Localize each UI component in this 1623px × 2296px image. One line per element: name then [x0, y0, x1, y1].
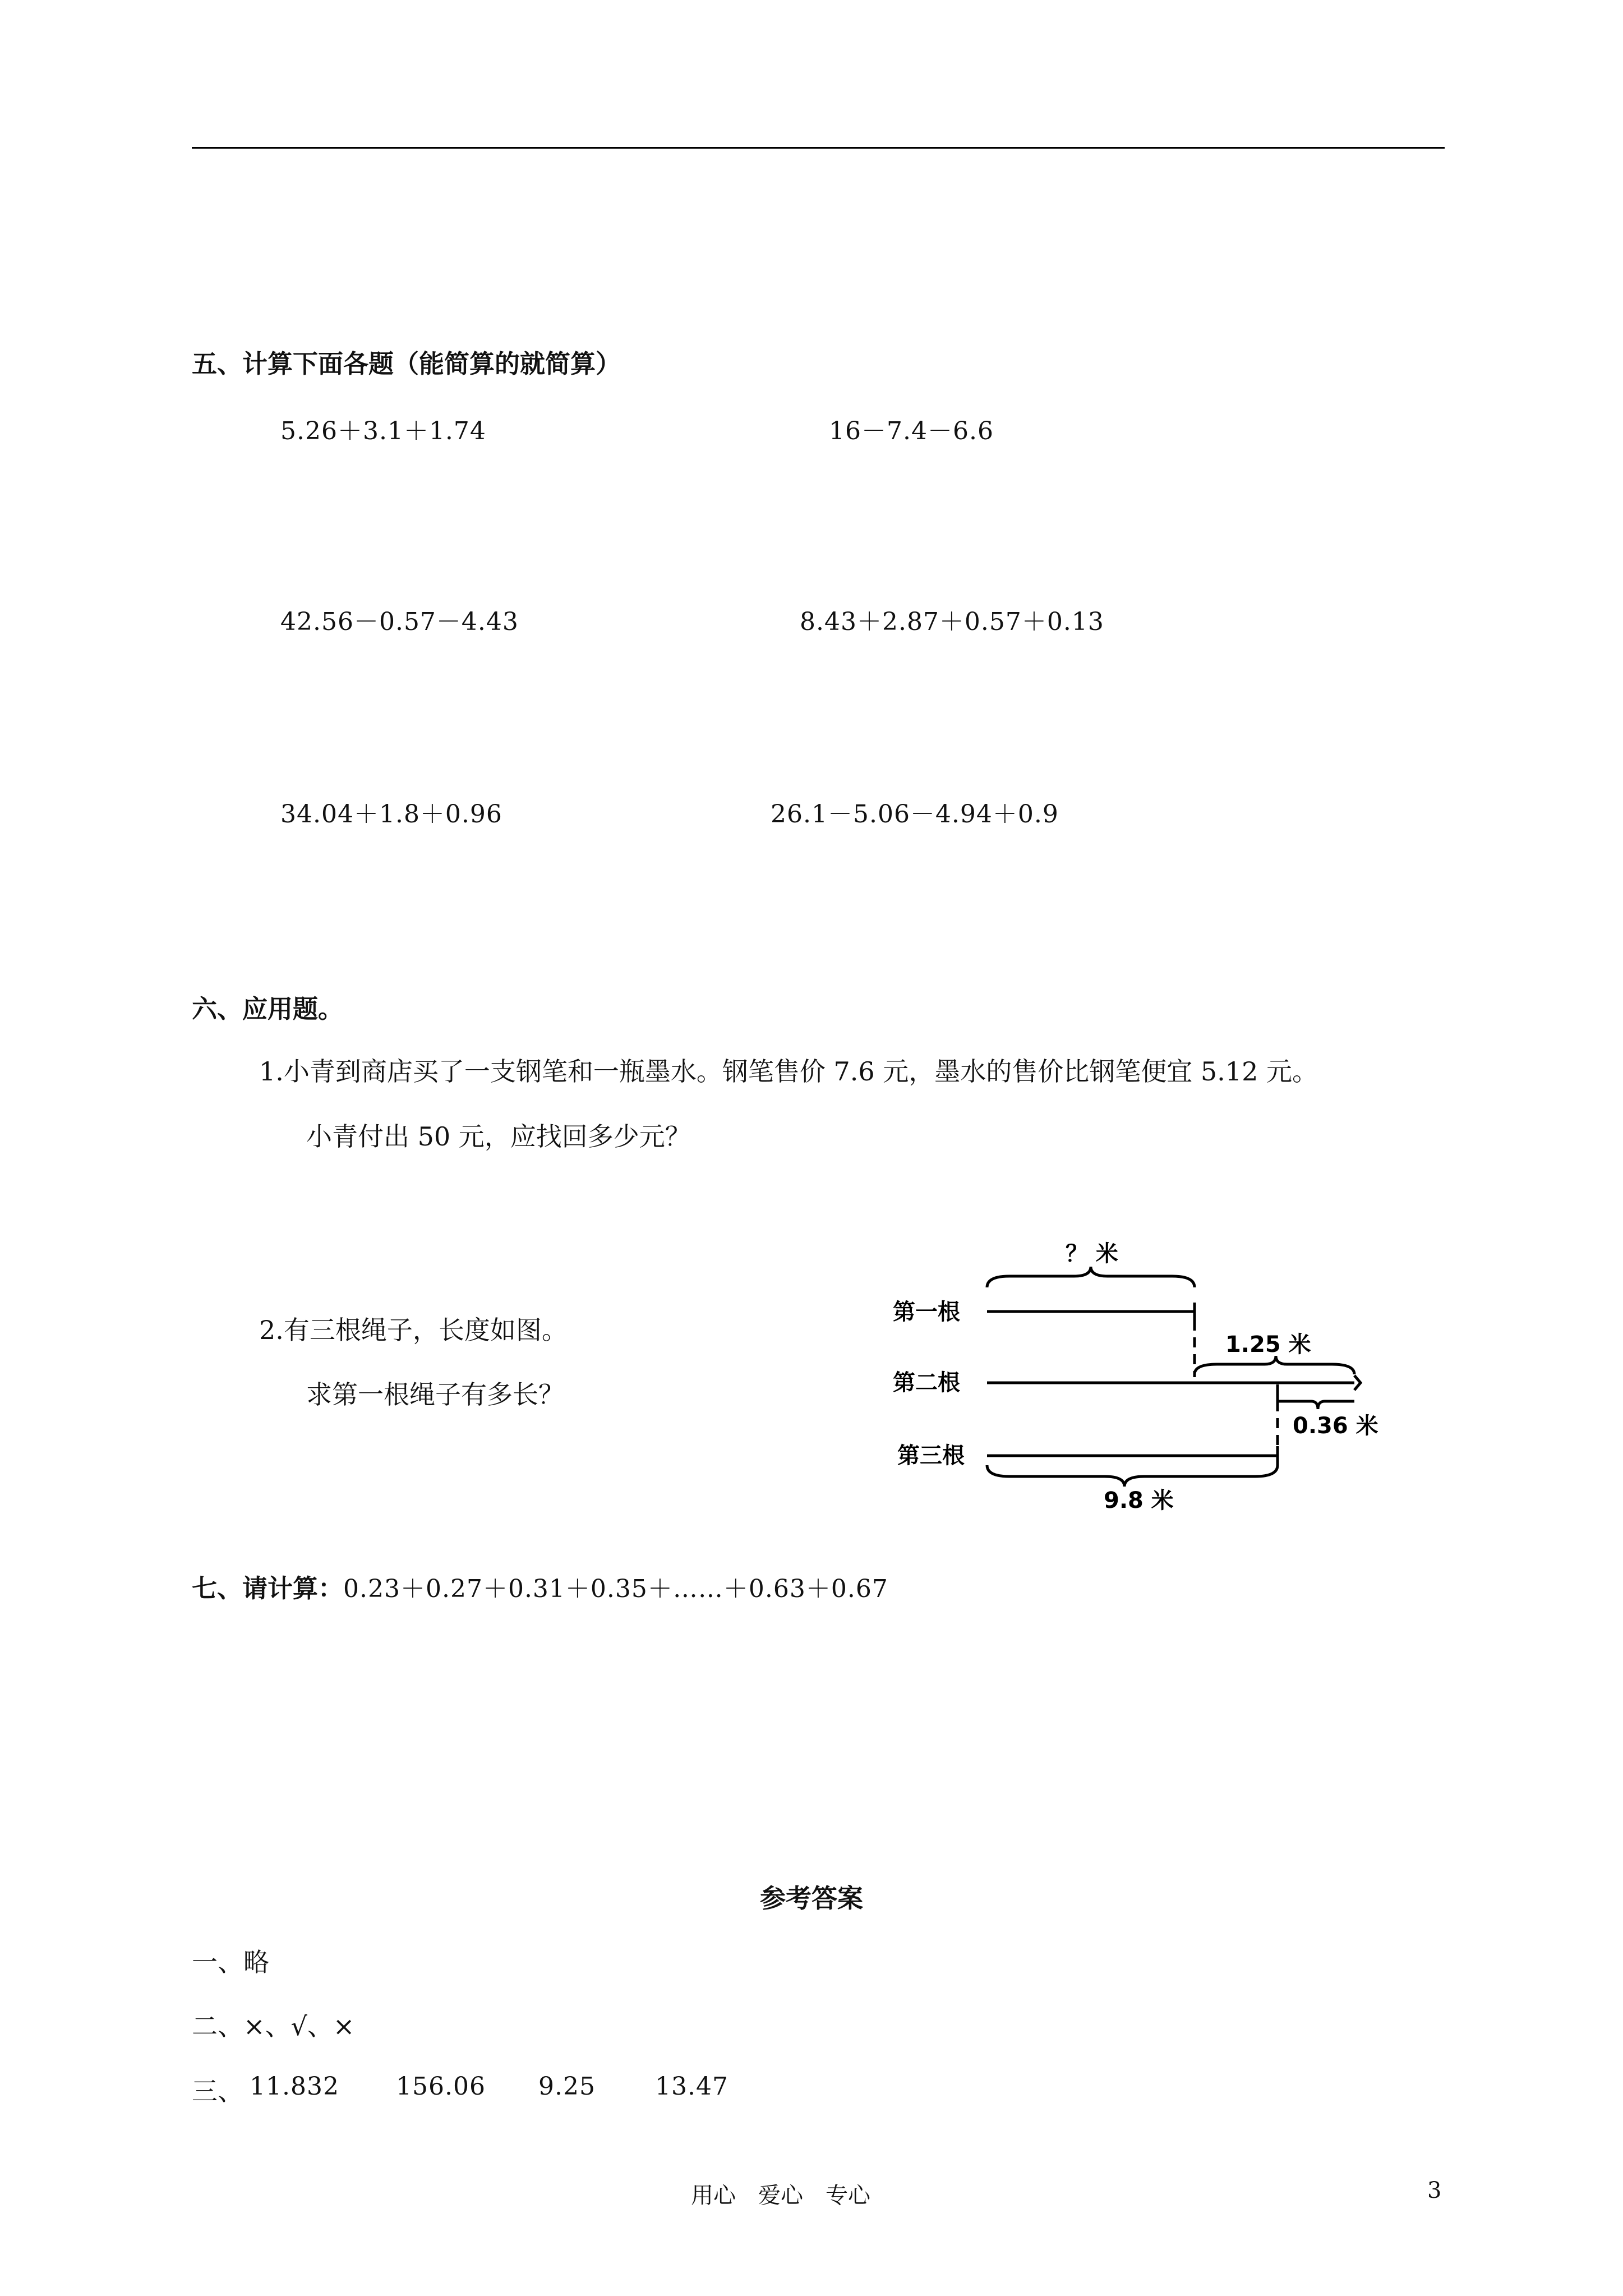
unknown-length-label: ？ 米 — [1066, 1241, 1118, 1267]
problem-1: 5.26＋3.1＋1.74 — [280, 417, 486, 445]
answer-line-3-label: 三、 — [192, 2076, 243, 2106]
answer-value-1: 11.832 — [250, 2072, 339, 2101]
section7-heading-label: 七、请计算： — [192, 1573, 344, 1603]
question2-line2: 求第一根绳子有多长？ — [306, 1379, 564, 1410]
problem-5: 34.04＋1.8＋0.96 — [280, 800, 502, 829]
rope1-label: 第一根 — [893, 1299, 960, 1325]
problem-6: 26.1－5.06－4.94＋0.9 — [771, 800, 1059, 829]
section5-heading: 五、计算下面各题（能简算的就简算） — [192, 349, 621, 379]
rope3-label: 第三根 — [897, 1443, 965, 1469]
answer-value-2: 156.06 — [396, 2072, 486, 2101]
rope-diagram — [875, 1234, 1402, 1520]
rope3-length-label: 9.8 米 — [1104, 1488, 1174, 1513]
section7-expression: 0.23＋0.27＋0.31＋0.35＋……＋0.63＋0.67 — [343, 1575, 888, 1603]
answer-line-1: 一、略 — [192, 1947, 269, 1977]
footer-motto: 用心 爱心 专心 — [691, 2183, 870, 2208]
section6-heading: 六、应用题。 — [192, 994, 344, 1024]
problem-2: 16－7.4－6.6 — [829, 417, 994, 445]
page-number: 3 — [1427, 2178, 1442, 2203]
rope2-label: 第二根 — [893, 1370, 960, 1396]
answer-value-4: 13.47 — [655, 2072, 728, 2101]
section7-heading — [192, 1568, 888, 1604]
problem-3: 42.56－0.57－4.43 — [280, 608, 519, 636]
question1-line2: 小青付出 50 元，应找回多少元？ — [306, 1121, 691, 1152]
header-rule — [192, 147, 1445, 149]
difference-1-2-label: 1.25 米 — [1225, 1332, 1311, 1358]
answers-title: 参考答案 — [760, 1883, 863, 1913]
answer-value-3: 9.25 — [538, 2072, 596, 2101]
problem-4: 8.43＋2.87＋0.57＋0.13 — [800, 608, 1104, 636]
question1-line1: 1.小青到商店买了一支钢笔和一瓶墨水。钢笔售价 7.6 元，墨水的售价比钢笔便宜 5.12 元。 — [259, 1056, 1318, 1087]
difference-2-3-label: 0.36 米 — [1293, 1413, 1378, 1439]
question2-line1: 2.有三根绳子，长度如图。 — [259, 1315, 568, 1345]
answer-line-2: 二、×、√、× — [192, 2011, 355, 2041]
